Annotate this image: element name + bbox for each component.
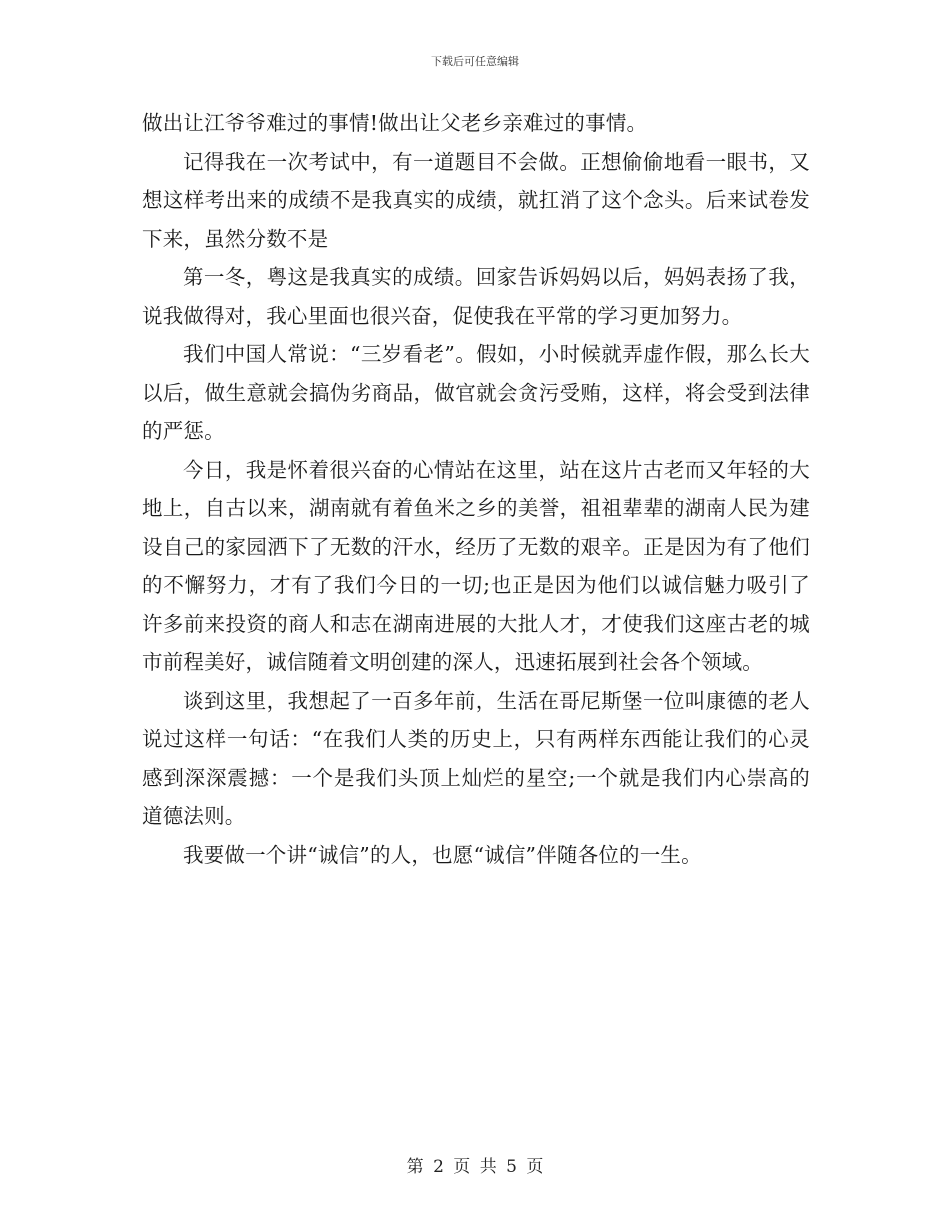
- paragraph: 今日，我是怀着很兴奋的心情站在这里，站在这片古老而又年轻的大地上，自古以来，湖南就有着鱼米之乡的美誉，祖祖辈辈的湖南人民为建设自己的家园洒下了无数的汗水，经历了无数的艰辛。正是因为有了他们的不懈努力，才有了我们今日的一切;也正是因为他们以诚信魅力吸引了许多前来投资的商人和志在湖南进展的大批人才，才使我们这座古老的城市前程美好，诚信随着文明创建的深人，迅速拓展到社会各个领域。: [142, 457, 810, 674]
- document-body: [142, 104, 810, 874]
- paragraph: 第一冬，粤这是我真实的成绩。回家告诉妈妈以后，妈妈表扬了我，说我做得对，我心里面也很兴奋，促使我在平常的学习更加努力。: [142, 265, 810, 328]
- paragraph: 我们中国人常说：“三岁看老”。假如，小时候就弄虚作假，那么长大以后，做生意就会搞伪劣商品，做官就会贪污受贿，这样，将会受到法律的严惩。: [142, 342, 810, 443]
- page-header: 下载后可任意编辑: [431, 55, 519, 68]
- paragraph-continuation: 做出让江爷爷难过的事情!做出让父老乡亲难过的事情。: [142, 111, 648, 135]
- paragraph: 我要做一个讲“诚信”的人，也愿“诚信”伴随各位的一生。: [183, 842, 702, 867]
- paragraph: 谈到这里，我想起了一百多年前，生活在哥尼斯堡一位叫康德的老人说过这样一句话：“在我们人类的历史上，只有两样东西能让我们的心灵感到深深震撼：一个是我们头顶上灿烂的星空;一个就是我们内心崇高的道德法则。: [142, 688, 810, 828]
- page-number: 第 2 页 共 5 页: [406, 1157, 544, 1177]
- paragraph: 记得我在一次考试中，有一道题目不会做。正想偷偷地看一眼书，又想这样考出来的成绩不是我真实的成绩，就扛消了这个念头。后来试卷发下来，虽然分数不是: [142, 149, 810, 251]
